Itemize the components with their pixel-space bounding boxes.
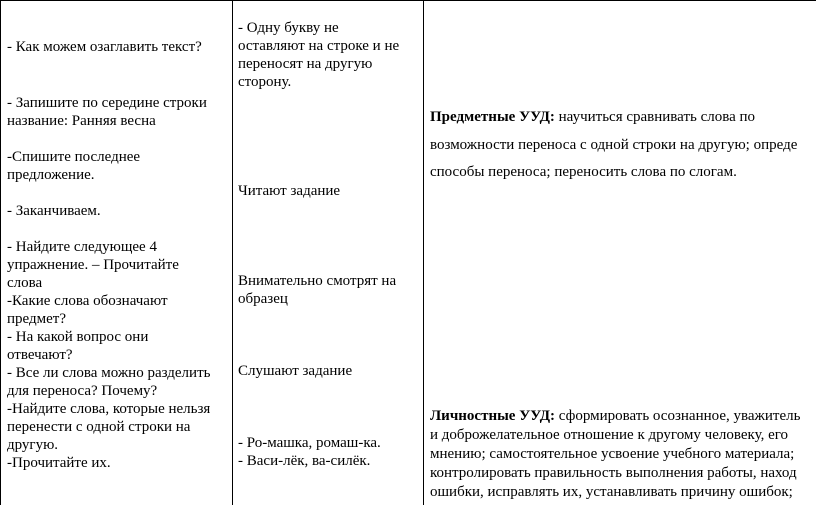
text-line: ошибки, исправлять их, устанавливать причину ошибок;: [430, 484, 793, 500]
text-line: - Запишите по середине строки: [7, 95, 207, 111]
text-line: - Одну букву не: [238, 20, 339, 36]
text-line: -Найдите слова, которые нельзя: [7, 401, 211, 417]
text-line: Внимательно смотрят на: [238, 273, 397, 289]
outcomes-cell: [424, 0, 816, 505]
text-line: - Найдите следующее 4: [7, 239, 157, 255]
text-line: и доброжелательное отношение к другому человеку, его: [430, 427, 789, 443]
text-line: сторону.: [238, 74, 292, 90]
text-line: -Прочитайте их.: [7, 455, 111, 471]
subject-uud-line: [430, 104, 755, 131]
text-line: контролировать правильность выполнения работы, наход: [430, 465, 797, 481]
text-line: - На какой вопрос они: [7, 329, 149, 345]
teacher-activity-cell: [1, 0, 232, 505]
text-line: для переноса? Почему?: [7, 383, 158, 399]
personal-uud-text: сформировать осознанное, уважитель: [555, 408, 801, 424]
text-line: возможности переноса с одной строки на другую; опреде: [430, 137, 798, 153]
text-line: - Ро-машка, ромаш-ка.: [238, 435, 381, 451]
text-line: мнению; самостоятельное усвоение учебного материала;: [430, 446, 795, 462]
personal-uud-line: [430, 406, 800, 426]
text-line: отвечают?: [7, 347, 73, 363]
text-line: Слушают задание: [238, 363, 353, 379]
student-activity-cell: [233, 0, 423, 505]
subject-uud-text: научиться сравнивать слова по: [554, 109, 756, 125]
text-line: название: Ранняя весна: [7, 113, 156, 129]
subject-uud-label: Предметные УУД:: [430, 109, 555, 125]
text-line: -Спишите последнее: [7, 149, 141, 165]
text-line: переносят на другую: [238, 56, 373, 72]
text-line: образец: [238, 291, 288, 307]
text-line: - Как можем озаглавить текст?: [7, 39, 202, 55]
text-line: предложение.: [7, 167, 95, 183]
text-line: упражнение. – Прочитайте: [7, 257, 179, 273]
text-line: - Заканчиваем.: [7, 203, 101, 219]
text-line: Читают задание: [238, 183, 341, 199]
text-line: другую.: [7, 437, 59, 453]
personal-uud-label: Личностные УУД:: [430, 408, 556, 424]
text-line: предмет?: [7, 311, 66, 327]
text-line: оставляют на строке и не: [238, 38, 400, 54]
text-line: - Васи-лёк, ва-силёк.: [238, 453, 371, 469]
text-line: перенести с одной строки на: [7, 419, 191, 435]
text-line: - Все ли слова можно разделить: [7, 365, 211, 381]
text-line: слова: [7, 275, 43, 291]
text-line: способы переноса; переносить слова по слогам.: [430, 164, 737, 180]
text-line: -Какие слова обозначают: [7, 293, 168, 309]
